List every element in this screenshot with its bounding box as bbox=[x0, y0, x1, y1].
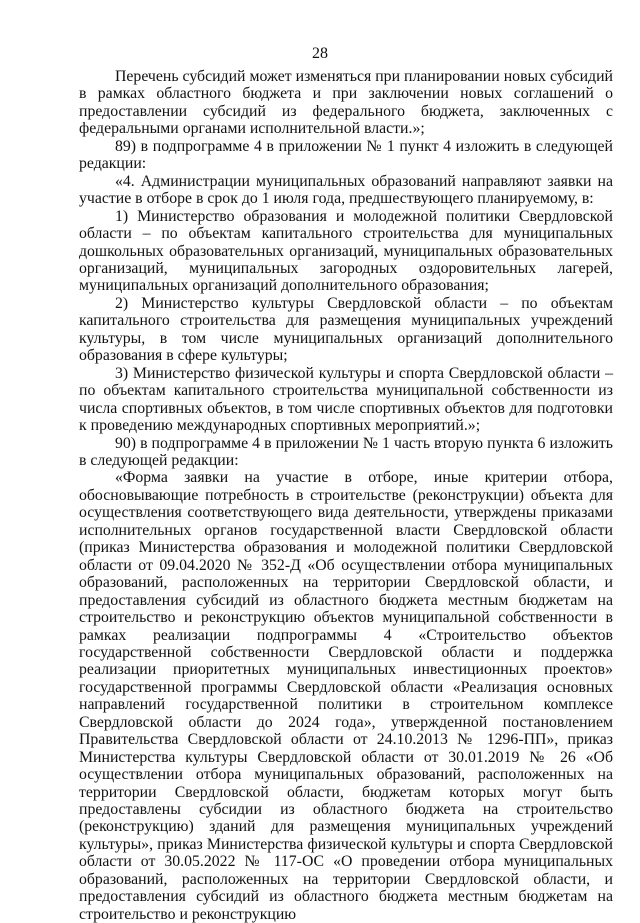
paragraph-subsidy-list: Перечень субсидий может изменяться при планировании новых субсидий в рамках областного бюджета и при заключении новых соглашений о предоставлении субсидий из федерального бюджета, заключенных с федеральными органами исполнительной власти.»; bbox=[79, 68, 613, 138]
page-number: 28 bbox=[312, 45, 328, 62]
paragraph-application-form: «Форма заявки на участие в отборе, иные критерии отбора, обосновывающие потребность в строительстве (реконструкции) объекта для осуществления соответствующего вида деятельности, утверждены приказами исполнительных органов государственной власти Свердловской области (приказ Министерства образования и молодежной политики Свердловской области от 09.04.2020 № 352-Д «Об осуществлении отбора муниципальных образований, расположенных на территории Свердловской области, и предоставления субсидий из областного бюджета местным бюджетам на строительство и реконструкцию объектов муниципальной собственности в рамках реализации подпрограммы 4 «Строительство объектов государственной собственности Свердловской области и поддержка реализации приоритетных муниципальных инвестиционных проектов» государственной программы Свердловской области «Реализация основных направлений государственной политики в строительном комплексе Свердловской области до 2024 года», утвержденной постановлением Правительства Свердловской области от 24.10.2013 № 1296-ПП», приказ Министерства культуры Свердловской области от 30.01.2019 № 26 «Об осуществлении отбора муниципальных образований, расположенных на территории Свердловской области, бюджетам которых могут быть предоставлены субсидии из областного бюджета на строительство (реконструкцию) зданий для размещения муниципальных учреждений культуры», приказ Министерства физической культуры и спорта Свердловской области от 30.05.2022 № 117-ОС «О проведении отбора муниципальных образований, расположенных на территории Свердловской области, и предоставления субсидий из областного бюджета местным бюджетам на строительство и реконструкцию bbox=[79, 469, 613, 923]
paragraph-subitem-2: 2) Министерство культуры Свердловской области – по объектам капитального строительства для размещения муниципальных учреждений культуры, в том числе муниципальных организаций дополнительного образования в сфере культуры; bbox=[79, 294, 613, 365]
paragraph-point-4: «4. Администрации муниципальных образований направляют заявки на участие в отборе в срок до 1 июля года, предшествующего планируемому, в: bbox=[79, 172, 613, 208]
paragraph-subitem-1: 1) Министерство образования и молодежной политики Свердловской области – по объектам капитального строительства для муниципальных дошкольных образовательных организаций, муниципальных образовательных организаций, муниципальных загородных оздоровительных лагерей, муниципальных организаций дополнительного образования; bbox=[79, 207, 613, 295]
paragraph-item-90: 90) в подпрограмме 4 в приложении № 1 часть вторую пункта 6 изложить в следующей редакции: bbox=[79, 434, 613, 469]
paragraph-item-89: 89) в подпрограмме 4 в приложении № 1 пункт 4 изложить в следующей редакции: bbox=[79, 137, 613, 173]
paragraph-subitem-3: 3) Министерство физической культуры и спорта Свердловской области – по объектам капитального строительства муниципальной собственности из числа спортивных объектов, в том числе спортивных объектов для подготовки к проведению международных спортивных мероприятий.»; bbox=[79, 364, 613, 435]
document-body bbox=[79, 68, 613, 923]
